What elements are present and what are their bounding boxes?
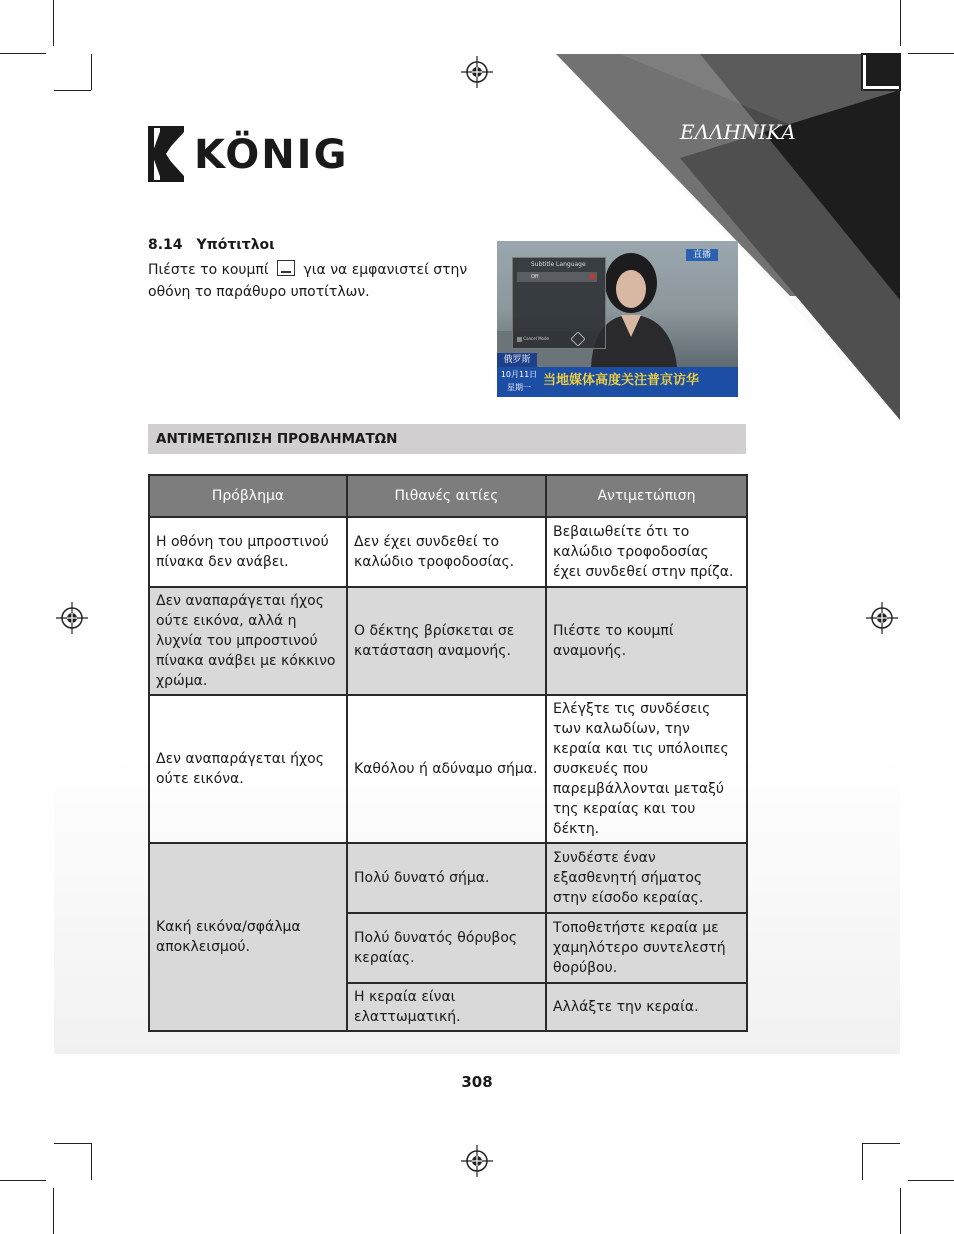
troubleshooting-heading: ΑΝΤΙΜΕΤΩΠΙΣΗ ΠΡΟΒΛΗΜΑΤΩΝ	[148, 424, 746, 454]
solution-cell: Ελέγξτε τις συνδέσεις των καλωδίων, την κεραία και τις υπόλοιπες συσκευές που παρεμβάλλονται μεταξύ της κεραίας και του δέκτη.	[546, 695, 747, 843]
cause-cell: Πολύ δυνατός θόρυβος κεραίας.	[347, 913, 546, 983]
table-row	[149, 695, 747, 843]
registration-mark-bottom-icon	[461, 1145, 493, 1177]
table-row	[149, 587, 747, 695]
problem-cell: Δεν αναπαράγεται ήχος ούτε εικόνα.	[149, 695, 347, 843]
ticker-weekday: 星期一	[507, 383, 531, 392]
live-badge: 直播	[686, 249, 718, 261]
ticker-channel: 俄罗斯	[497, 353, 537, 367]
subtitle-menu-footer	[517, 336, 549, 342]
subtitle-screenshot	[497, 241, 738, 397]
registration-mark-right-icon	[866, 602, 898, 634]
cause-cell: Δεν έχει συνδεθεί το καλώδιο τροφοδοσίας.	[347, 517, 546, 587]
ticker-headline: 当地媒体高度关注普京访华	[543, 373, 700, 388]
section-title: Υπότιτλοι	[196, 237, 275, 253]
selected-marker-icon	[590, 274, 595, 279]
registration-mark-left-icon	[56, 602, 88, 634]
subtitle-menu-option: Off	[531, 274, 539, 280]
problem-cell-grouped: Κακή εικόνα/σφάλμα αποκλεισμού.	[149, 843, 347, 1031]
subtitle-button-icon	[277, 260, 295, 276]
konig-logo	[148, 126, 354, 182]
paragraph-text-before: Πιέστε το κουμπί	[148, 262, 269, 278]
cause-cell: Πολύ δυνατό σήμα.	[347, 843, 546, 913]
subtitle-menu-row	[517, 272, 597, 282]
section-paragraph	[148, 259, 478, 303]
paragraph-text-after: για να εμφανιστεί στην οθόνη το παράθυρο υποτίτλων.	[148, 262, 468, 300]
column-header-problem: Πρόβλημα	[149, 475, 347, 517]
table-header-row	[149, 475, 747, 517]
column-header-solution: Αντιμετώπιση	[546, 475, 747, 517]
section-number: 8.14	[148, 237, 183, 253]
table-row	[149, 843, 747, 913]
solution-cell: Βεβαιωθείτε ότι το καλώδιο τροφοδοσίας έχει συνδεθεί στην πρίζα.	[546, 517, 747, 587]
dpad-icon	[571, 332, 585, 346]
registration-mark-top-icon	[461, 56, 493, 88]
solution-cell: Συνδέστε έναν εξασθενητή σήματος στην είσοδο κεραίας.	[546, 843, 747, 913]
solution-cell: Αλλάξτε την κεραία.	[546, 983, 747, 1031]
subtitle-menu-footer-label: Cancel Mode	[523, 336, 550, 341]
solution-cell: Πιέστε το κουμπί αναμονής.	[546, 587, 747, 695]
cause-cell: Καθόλου ή αδύναμο σήμα.	[347, 695, 546, 843]
cause-cell: Ο δέκτης βρίσκεται σε κατάσταση αναμονής.	[347, 587, 546, 695]
problem-cell: Δεν αναπαράγεται ήχος ούτε εικόνα, αλλά η λυχνία του μπροστινού πίνακα ανάβει με κόκκινο χρώμα.	[149, 587, 347, 695]
subtitle-menu-overlay	[512, 257, 606, 349]
section-heading	[148, 237, 289, 253]
subtitle-menu-title: Subtitle Language	[531, 261, 586, 268]
cause-cell: Η κεραία είναι ελαττωματική.	[347, 983, 546, 1031]
table-row	[149, 517, 747, 587]
brand-wordmark: KÖNIG	[194, 132, 349, 178]
problem-cell: Η οθόνη του μπροστινού πίνακα δεν ανάβει.	[149, 517, 347, 587]
troubleshooting-table	[148, 474, 748, 1032]
ticker-date: 10月11日	[500, 370, 538, 379]
page-number: 308	[461, 1073, 493, 1091]
column-header-cause: Πιθανές αιτίες	[347, 475, 546, 517]
language-label: ΕΛΛΗΝΙΚΑ	[680, 120, 796, 144]
solution-cell: Τοποθετήστε κεραία με χαμηλότερο συντελεστή θορύβου.	[546, 913, 747, 983]
